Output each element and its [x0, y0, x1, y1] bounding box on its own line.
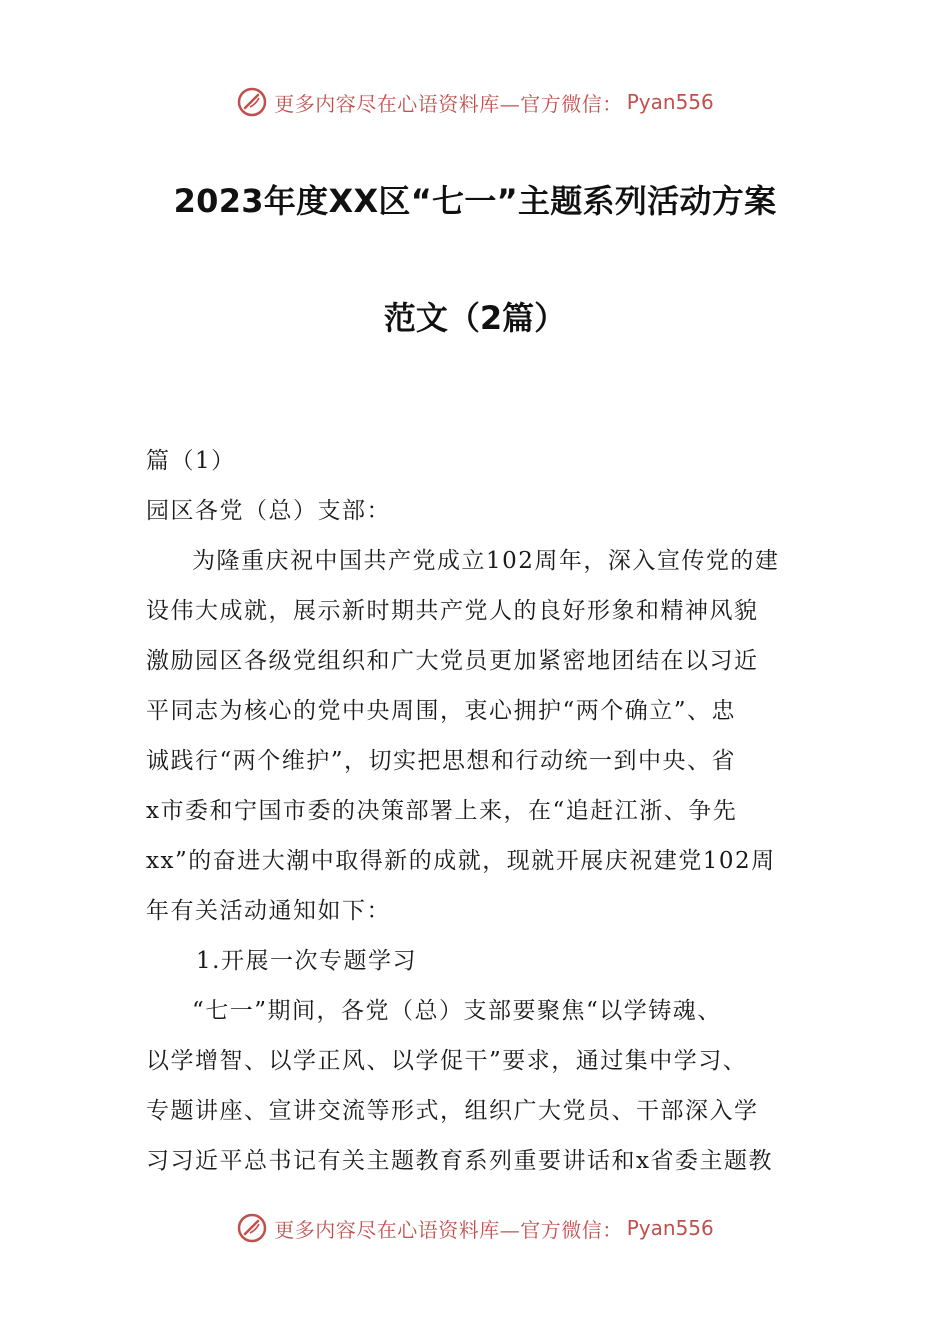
paragraph-line: “七一”期间，各党（总）支部要聚焦“以学铸魂、	[192, 998, 722, 1024]
paragraph-line: 设伟大成就，展示新时期共产党人的良好形象和精神风貌	[146, 598, 759, 624]
paragraph-line: 以学增智、以学正风、以学促干”要求，通过集中学习、	[146, 1048, 748, 1074]
paragraph-line: x市委和宁国市委的决策部署上来，在“追赶江浙、争先	[146, 798, 738, 824]
salutation: 园区各党（总）支部：	[146, 498, 391, 524]
pen-logo-icon	[236, 1212, 268, 1244]
footer-watermark	[0, 1212, 950, 1244]
watermark-text: 更多内容尽在心语资料库—官方微信：	[274, 1217, 623, 1242]
header-watermark	[0, 86, 950, 118]
pen-logo-icon	[236, 86, 268, 118]
document-title-line-2: 范文（2篇）	[383, 299, 567, 337]
section-label: 篇（1）	[146, 448, 236, 474]
document-title-line-1: 2023年度XX区“七一”主题系列活动方案	[173, 182, 777, 220]
paragraph-line: 年有关活动通知如下：	[146, 898, 391, 924]
document-body	[146, 436, 806, 1186]
paragraph-2	[146, 986, 806, 1186]
paragraph-line: xx”的奋进大潮中取得新的成就，现就开展庆祝建党102周	[146, 848, 776, 874]
paragraph-line: 激励园区各级党组织和广大党员更加紧密地团结在以习近	[146, 648, 759, 674]
paragraph-line: 诚践行“两个维护”，切实把思想和行动统一到中央、省	[146, 748, 737, 774]
paragraph-line: 习习近平总书记有关主题教育系列重要讲话和x省委主题教	[146, 1148, 773, 1174]
watermark-wechat-id: Pyan556	[626, 90, 714, 114]
watermark-text: 更多内容尽在心语资料库—官方微信：	[274, 91, 623, 116]
paragraph-line: 为隆重庆祝中国共产党成立102周年，深入宣传党的建	[192, 548, 780, 574]
paragraph-line: 专题讲座、宣讲交流等形式，组织广大党员、干部深入学	[146, 1098, 759, 1124]
section-heading: 1.开展一次专题学习	[196, 948, 417, 974]
paragraph-1	[146, 536, 806, 936]
paragraph-line: 平同志为核心的党中央周围，衷心拥护“两个确立”、忠	[146, 698, 737, 724]
watermark-wechat-id: Pyan556	[626, 1216, 714, 1240]
